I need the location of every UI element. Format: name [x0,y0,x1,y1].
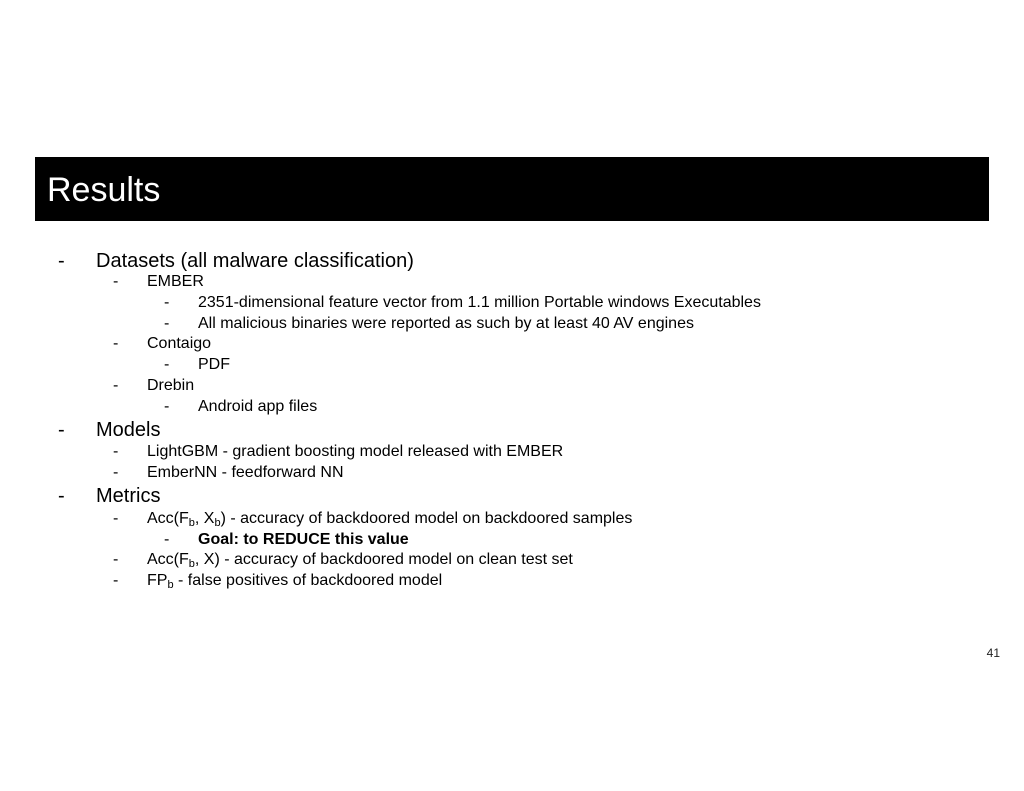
contagio-detail-text: PDF [198,356,230,373]
ember-detail-text: 2351-dimensional feature vector from 1.1 million Portable windows Executables [198,294,761,311]
bullet-marker: - [113,510,119,527]
metric-text-part: Acc(F [147,551,189,568]
page-number: 41 [986,646,1000,660]
title-bar [35,157,989,221]
model-text: EmberNN - feedforward NN [147,464,344,481]
bullet-marker: - [164,294,170,311]
drebin-label: Drebin [147,377,195,394]
metric-subscript: b [188,517,195,529]
bullet-marker: - [113,377,119,394]
contagio-label: Contaigo [147,335,212,352]
metric-subscript: b [214,517,221,529]
bullet-marker: - [58,419,65,441]
ember-detail-text: All malicious binaries were reported as such by at least 40 AV engines [198,315,694,332]
metrics-heading: Metrics [96,485,161,507]
metric-fp-text [147,571,442,591]
bullet-marker: - [58,250,65,272]
metric-acc-clean-text [147,550,573,570]
bullet-marker: - [58,485,65,507]
slide-title: Results [47,171,161,209]
metric-text-part: - false positives of backdoored model [173,572,443,589]
bullet-marker: - [113,572,119,589]
metric-acc-backdoor-text [147,509,632,529]
bullet-marker: - [113,273,119,290]
metric-subscript: b [167,579,174,591]
bullet-marker: - [164,356,170,373]
bullet-marker: - [113,551,119,568]
bullet-marker: - [113,335,119,352]
drebin-detail-text: Android app files [198,398,318,415]
bullet-marker: - [164,315,170,332]
model-text: LightGBM - gradient boosting model released with EMBER [147,443,564,460]
metric-text-part: ) - accuracy of backdoored model on backdoored samples [220,510,633,527]
datasets-heading: Datasets (all malware classification) [96,250,414,272]
metric-subscript: b [188,558,195,570]
bullet-marker: - [113,443,119,460]
metric-goal-text: Goal: to REDUCE this value [198,531,409,548]
metric-text-part: FP [147,572,168,589]
bullet-marker: - [164,531,170,548]
ember-label: EMBER [147,273,204,290]
bullet-marker: - [164,398,170,415]
models-heading: Models [96,419,161,441]
metric-text-part: , X) - accuracy of backdoored model on clean test set [194,551,573,568]
metric-text-part: Acc(F [147,510,189,527]
metric-text-part: , X [194,510,215,527]
bullet-marker: - [113,464,119,481]
